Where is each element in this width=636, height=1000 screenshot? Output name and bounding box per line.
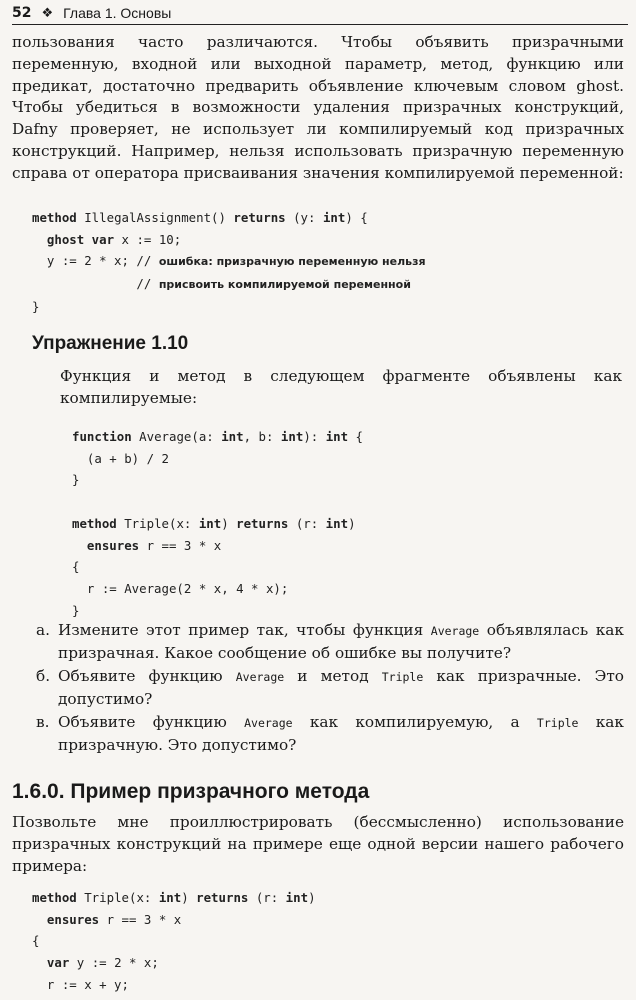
code-text: (r: (288, 515, 326, 531)
code-keyword: function (72, 429, 132, 444)
code-text: } (72, 602, 80, 618)
code-text: } (32, 298, 40, 314)
code-block-illegal-assignment (32, 207, 426, 318)
code-text: r == 3 * x (99, 911, 182, 927)
code-keyword: method (32, 210, 77, 225)
section-heading: 1.6.0. Пример призрачного метода (12, 780, 370, 803)
code-text: ) (221, 515, 237, 531)
code-text: x := 10; (114, 231, 182, 247)
task-marker: б. (36, 667, 51, 685)
code-text: (y: (285, 210, 323, 225)
chapter-title: Глава 1. Основы (63, 5, 172, 21)
task-text-part: объявлялась как призрачная. Какое сообщение об ошибке вы получите? (58, 621, 624, 662)
task-marker: в. (36, 713, 50, 731)
code-keyword: var (46, 955, 70, 971)
code-text: , b: (243, 429, 281, 444)
code-text: { (72, 559, 80, 575)
code-text: (r: (248, 890, 286, 905)
code-keyword: returns (233, 210, 286, 225)
code-keyword: int (325, 515, 349, 531)
code-text: ) { (345, 210, 368, 225)
code-keyword: int (158, 890, 182, 905)
task-marker: а. (36, 621, 50, 639)
code-keyword: returns (236, 515, 289, 531)
code-block-triple (32, 887, 316, 996)
inline-code: Triple (536, 716, 579, 730)
code-text: y := 2 * x; // (32, 253, 159, 269)
task-text-part: как призрачную. Это допустимо? (58, 713, 624, 754)
task-text-part: и метод (284, 667, 382, 685)
inline-code: Average (244, 716, 293, 730)
code-block-exercise (72, 426, 363, 621)
code-keyword: method (32, 890, 77, 905)
task-text-part: Измените этот пример так, чтобы функция (58, 621, 431, 639)
code-text: r := Average(2 * x, 4 * x); (72, 580, 289, 596)
ornament-icon: ❖ (41, 5, 54, 21)
code-keyword: int (285, 890, 309, 905)
code-keyword: returns (196, 890, 249, 905)
task-text-part: Объявите функцию (58, 713, 245, 731)
code-comment: ошибка: призрачную переменную нельзя (158, 255, 426, 269)
code-text: r == 3 * x (139, 537, 222, 553)
exercise-title: Упражнение 1.10 (32, 333, 189, 354)
code-text: (a + b) / 2 (72, 450, 169, 466)
code-keyword: int (280, 429, 304, 444)
inline-code: Average (235, 670, 285, 684)
code-text: } (72, 472, 80, 488)
code-text: y := 2 * x; (69, 955, 159, 971)
page-number: 52 (12, 5, 32, 21)
code-keyword: int (325, 429, 349, 444)
task-text (58, 620, 624, 665)
page-header (12, 2, 628, 25)
exercise-task-a (36, 620, 624, 665)
code-keyword: ensures (46, 911, 100, 927)
code-keyword: ensures (86, 537, 140, 553)
exercise-intro: Функция и метод в следующем фрагменте объявлены как компилируемые: (60, 367, 622, 407)
task-text-part: Объявите функцию (58, 667, 236, 685)
code-text: ) (348, 515, 356, 531)
code-text: { (348, 429, 364, 444)
code-text: IllegalAssignment() (76, 210, 234, 225)
code-keyword: method (72, 515, 117, 531)
code-comment: присвоить компилируемой переменной (158, 278, 411, 292)
code-text: // (32, 276, 159, 292)
code-keyword: int (198, 515, 222, 531)
intro-paragraph: пользования часто различаются. Чтобы объявить призрачными переменную, входной или выходной параметр, метод, функцию или предикат, достаточно предварить объявление ключевым словом ghost. Чтобы убедиться в возможности удаления призрачных конструкций, Dafny проверяет, не использует ли компилируемый код призрачных конструкций. Например, нельзя использовать призрачную переменную справа от оператора присваивания значения компилируемой переменной: (12, 33, 624, 182)
code-text: Triple(x: (116, 515, 199, 531)
code-text: Triple(x: (76, 890, 159, 905)
task-text-part: как призрачные. Это допустимо? (58, 667, 625, 708)
section-paragraph: Позвольте мне проиллюстрировать (бессмысленно) использование призрачных конструкций на примере еще одной версии нашего рабочего примера: (12, 813, 624, 875)
code-keyword: ghost var (46, 231, 115, 247)
inline-code: Triple (381, 670, 424, 684)
inline-code: Average (430, 624, 480, 638)
code-text: ): (303, 429, 326, 444)
task-text (58, 666, 624, 711)
task-text (58, 712, 624, 757)
code-text: Average(a: (131, 429, 222, 444)
task-text-part: как компилируемую, а (292, 713, 537, 731)
code-keyword: int (221, 429, 244, 444)
code-text: r := x + y; (32, 976, 129, 992)
code-keyword: int (322, 210, 346, 225)
exercise-task-b (36, 666, 624, 711)
code-text: { (32, 933, 40, 949)
code-text: ) (308, 890, 316, 905)
code-text: ) (181, 890, 197, 905)
exercise-task-c (36, 712, 624, 757)
